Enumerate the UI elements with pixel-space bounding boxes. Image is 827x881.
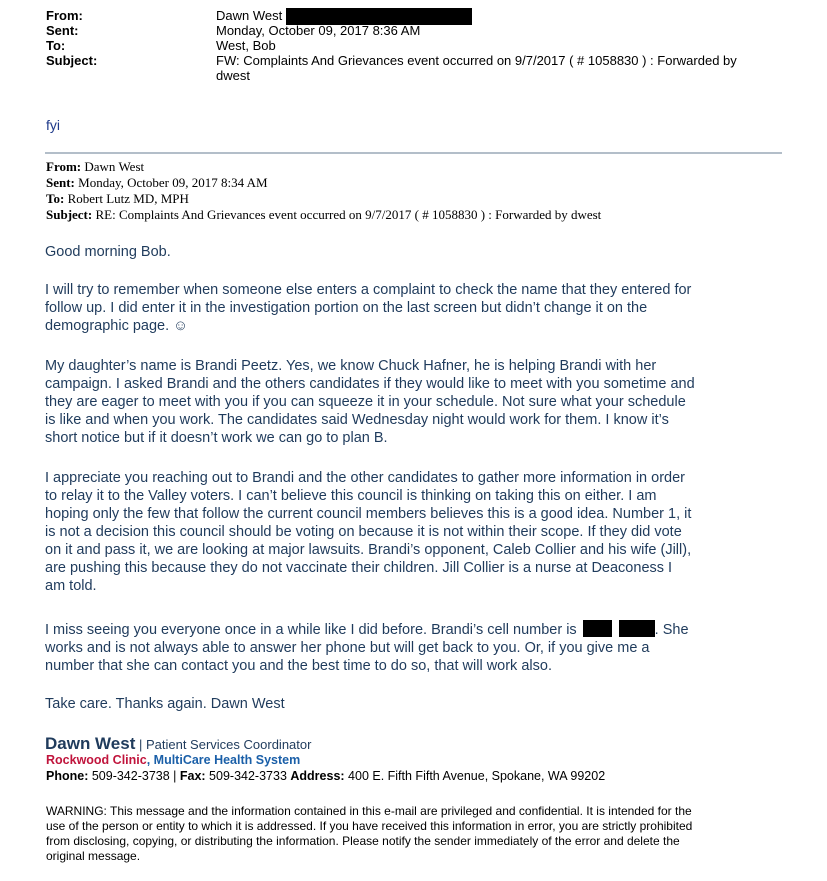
redaction-phone-number: [619, 620, 655, 637]
to-label: To:: [46, 38, 66, 53]
signature-name: Dawn West: [45, 734, 136, 753]
inner-subject-value: RE: Complaints And Grievances event occurred on 9/7/2017 ( # 1058830 ) : Forwarded by dwest: [92, 207, 602, 222]
confidentiality-warning: [46, 804, 786, 864]
address-value: 400 E. Fifth Fifth Avenue, Spokane, WA 99202: [344, 769, 606, 783]
address-label: Address:: [290, 769, 345, 783]
inner-from-row: [46, 159, 144, 175]
inner-subject-label: Subject:: [46, 207, 93, 222]
inner-sent-row: [46, 175, 268, 191]
from-value: Dawn West: [216, 8, 283, 23]
signature-title: | Patient Services Coordinator: [135, 737, 312, 752]
warning-line: from disclosing, copying, or distributing the information. Please notify the sender immediately of the error and delete the: [46, 834, 680, 848]
signature-name-row: [45, 734, 311, 754]
phone-label: Phone:: [46, 769, 89, 783]
paragraph-3: [45, 469, 785, 595]
warning-line: original message.: [46, 849, 141, 863]
closing: Take care. Thanks again. Dawn West: [45, 696, 285, 712]
signature-org: [46, 753, 300, 767]
inner-from-value: Dawn West: [81, 159, 145, 174]
paragraph-line: number that she can contact you and the best time to do so, that will work also.: [45, 658, 552, 674]
signature-org-multicare: MultiCare Health System: [153, 753, 301, 767]
greeting: Good morning Bob.: [45, 244, 171, 260]
paragraph-line: they are eager to meet with you if you can squeeze it in your schedule. Not sure what your schedule: [45, 394, 686, 410]
redaction-phone-area: [583, 620, 612, 637]
paragraph-line: campaign. I asked Brandi and the others candidates if they would like to meet with you sometime and: [45, 376, 695, 392]
paragraph-4-before-redaction: I miss seeing you everyone once in a while like I did before. Brandi’s cell number is: [45, 622, 577, 638]
fax-label: Fax:: [179, 769, 206, 783]
from-label: From:: [46, 8, 83, 23]
to-value: West, Bob: [216, 38, 276, 53]
fyi-note: fyi: [46, 117, 60, 133]
sent-value: Monday, October 09, 2017 8:36 AM: [216, 23, 421, 38]
inner-from-label: From:: [46, 159, 82, 174]
paragraph-line: is not a decision this council should be voting on because it is not within their scope. If they did vote: [45, 524, 682, 540]
paragraph-line: I appreciate you reaching out to Brandi and the other candidates to gather more information in order: [45, 470, 686, 486]
sent-label: Sent:: [46, 23, 79, 38]
paragraph-line: on it and pass it, we are looking at major lawsuits. Brandi’s opponent, Caleb Collier and his wife (Jill),: [45, 542, 692, 558]
paragraph-2: [45, 357, 785, 447]
paragraph-line: am told.: [45, 578, 97, 594]
paragraph-4: [45, 620, 785, 675]
inner-subject-row: [46, 207, 601, 223]
paragraph-4-after-redaction: . She: [654, 622, 689, 638]
fax-value: 509-342-3733: [205, 769, 291, 783]
inner-sent-value: Monday, October 09, 2017 8:34 AM: [74, 175, 268, 190]
paragraph-1: [45, 281, 785, 335]
warning-line: use of the person or entity to which it is addressed. If you have received this information in error, you are strictly prohibited: [46, 819, 693, 833]
subject-value-line2: dwest: [216, 68, 250, 83]
header-divider: [45, 152, 782, 154]
phone-value: 509-342-3738 |: [88, 769, 180, 783]
paragraph-line: works and is not always able to answer her phone but will get back to you. Or, if you give me a: [45, 640, 650, 656]
paragraph-line: short notice but if it doesn’t work we can go to plan B.: [45, 430, 388, 446]
signature-org-rockwood: Rockwood Clinic: [46, 753, 147, 767]
paragraph-line: to relay it to the Valley voters. I can’t believe this council is thinking on taking this on either. I am: [45, 488, 657, 504]
inner-to-row: [46, 191, 189, 207]
paragraph-line: My daughter’s name is Brandi Peetz. Yes, we know Chuck Hafner, he is helping Brandi with her: [45, 358, 657, 374]
paragraph-line: I will try to remember when someone else enters a complaint to check the name that they entered for: [45, 282, 692, 298]
paragraph-line: demographic page. ☺: [45, 318, 188, 334]
signature-org-separator: ,: [146, 753, 154, 767]
inner-sent-label: Sent:: [46, 175, 75, 190]
paragraph-line: is like and when you work. The candidates said Wednesday night would work for them. I know it’s: [45, 412, 669, 428]
subject-value-line1: FW: Complaints And Grievances event occurred on 9/7/2017 ( # 1058830 ) : Forwarded by: [216, 53, 737, 68]
subject-label: Subject:: [46, 53, 98, 68]
paragraph-line: hoping only the few that follow the current council members believes this is a good idea. Number 1, it: [45, 506, 692, 522]
signature-contact: [46, 769, 605, 783]
paragraph-line: follow up. I did enter it in the investigation portion on the last screen but didn’t change it on the: [45, 300, 648, 316]
paragraph-line: are pushing this because they do not vaccinate their children. Jill Collier is a nurse at Deaconess I: [45, 560, 673, 576]
warning-line: WARNING: This message and the information contained in this e-mail are privileged and confidential. It is intended for the: [46, 804, 692, 818]
paragraph-4-line-1: [45, 620, 785, 639]
inner-to-value: Robert Lutz MD, MPH: [64, 191, 189, 206]
inner-to-label: To:: [46, 191, 65, 206]
